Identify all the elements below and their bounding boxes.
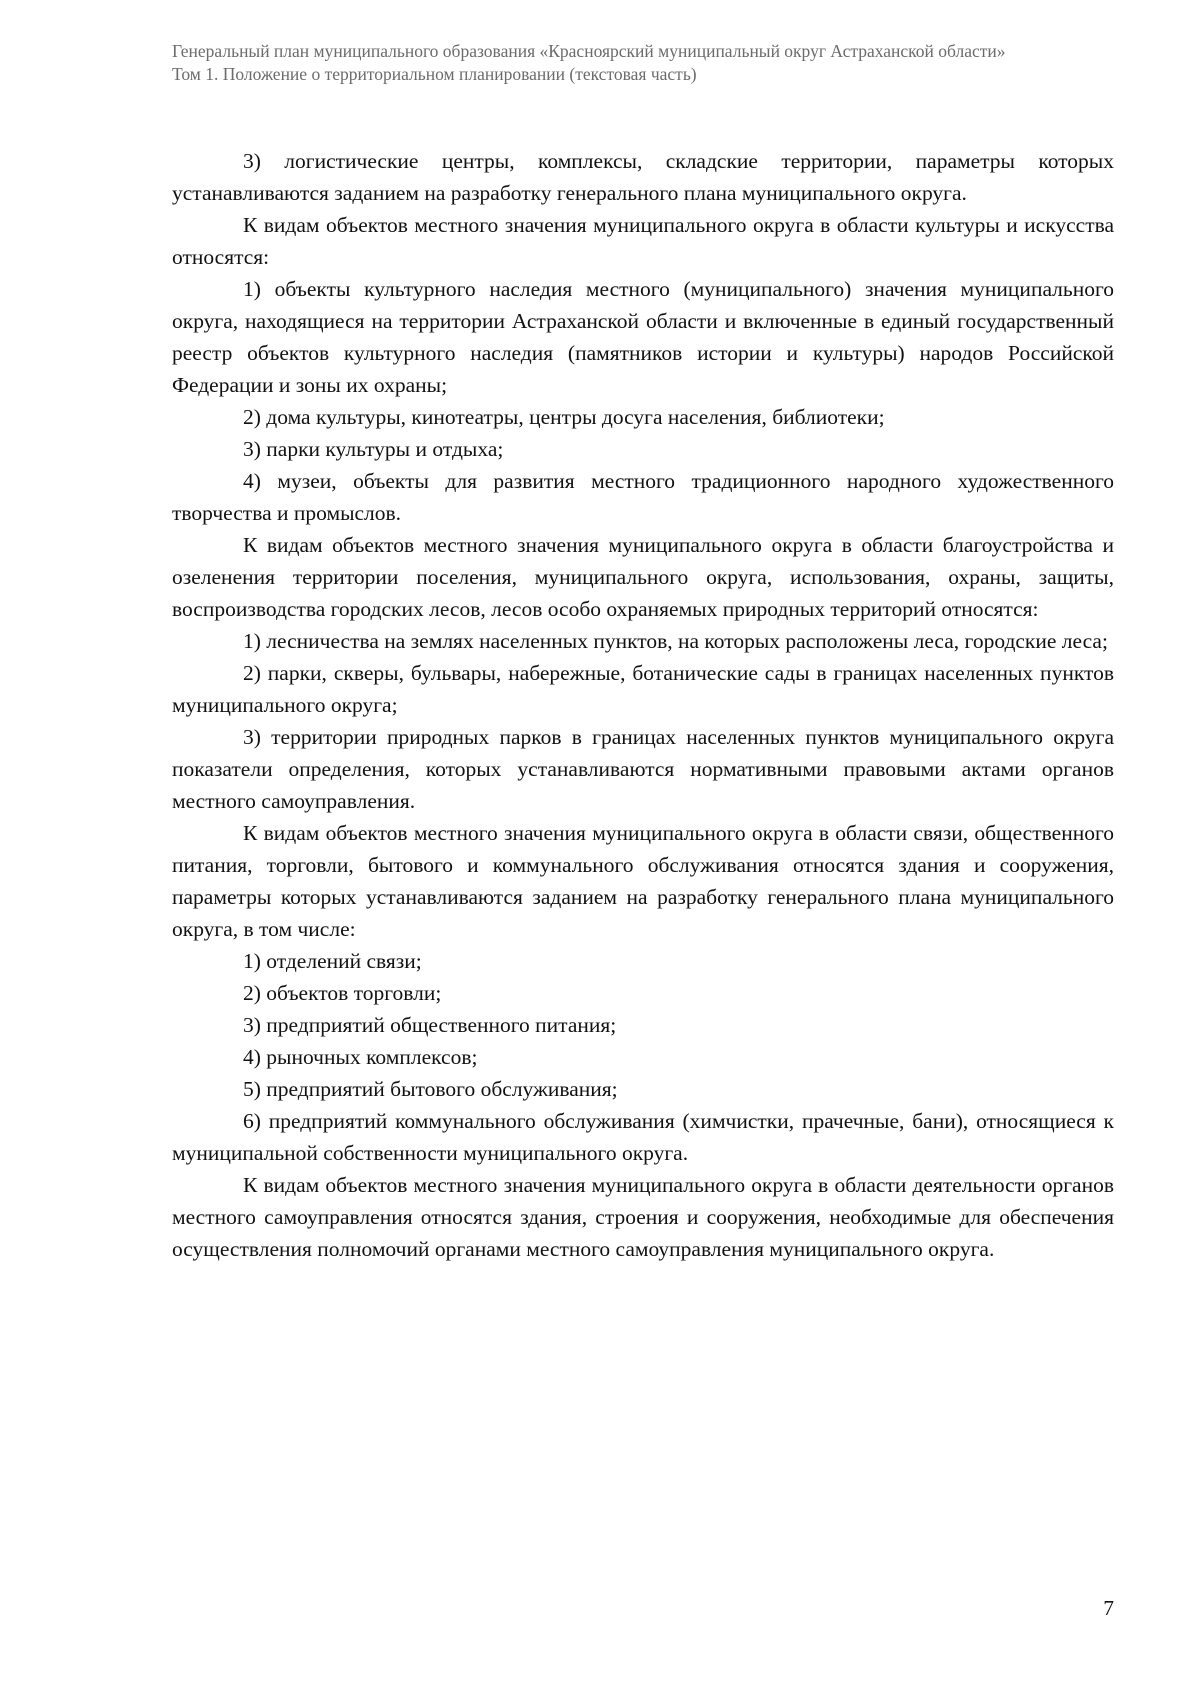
paragraph: К видам объектов местного значения муниципального округа в области связи, общественного питания, торговли, бытового и коммунального обслуживания относятся здания и сооружения, параметры которых устанавливаются заданием на разработку генерального плана муниципального округа, в том числе: <box>172 821 1114 941</box>
paragraph: 3) предприятий общественного питания; <box>243 1013 617 1037</box>
paragraph: 2) парки, скверы, бульвары, набережные, ботанические сады в границах населенных пунктов муниципального округа; <box>172 661 1114 717</box>
paragraph: 3) парки культуры и отдыха; <box>243 437 504 461</box>
paragraph: К видам объектов местного значения муниципального округа в области культуры и искусства относятся: <box>172 213 1114 269</box>
paragraph: К видам объектов местного значения муниципального округа в области благоустройства и озеленения территории поселения, муниципального округа, использования, охраны, защиты, воспроизводства городских лесов, лесов особо охраняемых природных территорий относятся: <box>172 533 1114 621</box>
paragraph: 3) территории природных парков в границах населенных пунктов муниципального округа показатели определения, которых устанавливаются нормативными правовыми актами органов местного самоуправления. <box>172 725 1114 813</box>
paragraph: 1) объекты культурного наследия местного (муниципального) значения муниципального округа, находящиеся на территории Астраханской области и включенные в единый государственный реестр объектов культурного наследия (памятников истории и культуры) народов Российской Федерации и зоны их охраны; <box>172 277 1114 397</box>
paragraph: К видам объектов местного значения муниципального округа в области деятельности органов местного самоуправления относятся здания, строения и сооружения, необходимые для обеспечения осуществления полномочий органами местного самоуправления муниципального округа. <box>172 1173 1114 1261</box>
page-number: 7 <box>1103 1596 1114 1620</box>
paragraph: 4) музеи, объекты для развития местного традиционного народного художественного творчества и промыслов. <box>172 469 1114 525</box>
paragraph: 3) логистические центры, комплексы, складские территории, параметры которых устанавливаются заданием на разработку генерального плана муниципального округа. <box>172 149 1114 205</box>
paragraph: 1) лесничества на землях населенных пунктов, на которых расположены леса, городские леса; <box>243 629 1108 653</box>
header-document-title: Генеральный план муниципального образования «Красноярский муниципальный округ Астраханской области» <box>172 41 1006 61</box>
paragraph: 4) рыночных комплексов; <box>243 1045 478 1069</box>
paragraph: 5) предприятий бытового обслуживания; <box>243 1077 618 1101</box>
header-volume-title: Том 1. Положение о территориальном планировании (текстовая часть) <box>172 64 697 84</box>
body-text <box>172 145 1114 1265</box>
paragraph: 2) дома культуры, кинотеатры, центры досуга населения, библиотеки; <box>243 405 885 429</box>
paragraph: 1) отделений связи; <box>243 949 422 973</box>
running-header <box>172 40 1114 86</box>
paragraph: 6) предприятий коммунального обслуживания (химчистки, прачечные, бани), относящиеся к муниципальной собственности муниципального округа. <box>172 1109 1114 1165</box>
paragraph: 2) объектов торговли; <box>243 981 442 1005</box>
